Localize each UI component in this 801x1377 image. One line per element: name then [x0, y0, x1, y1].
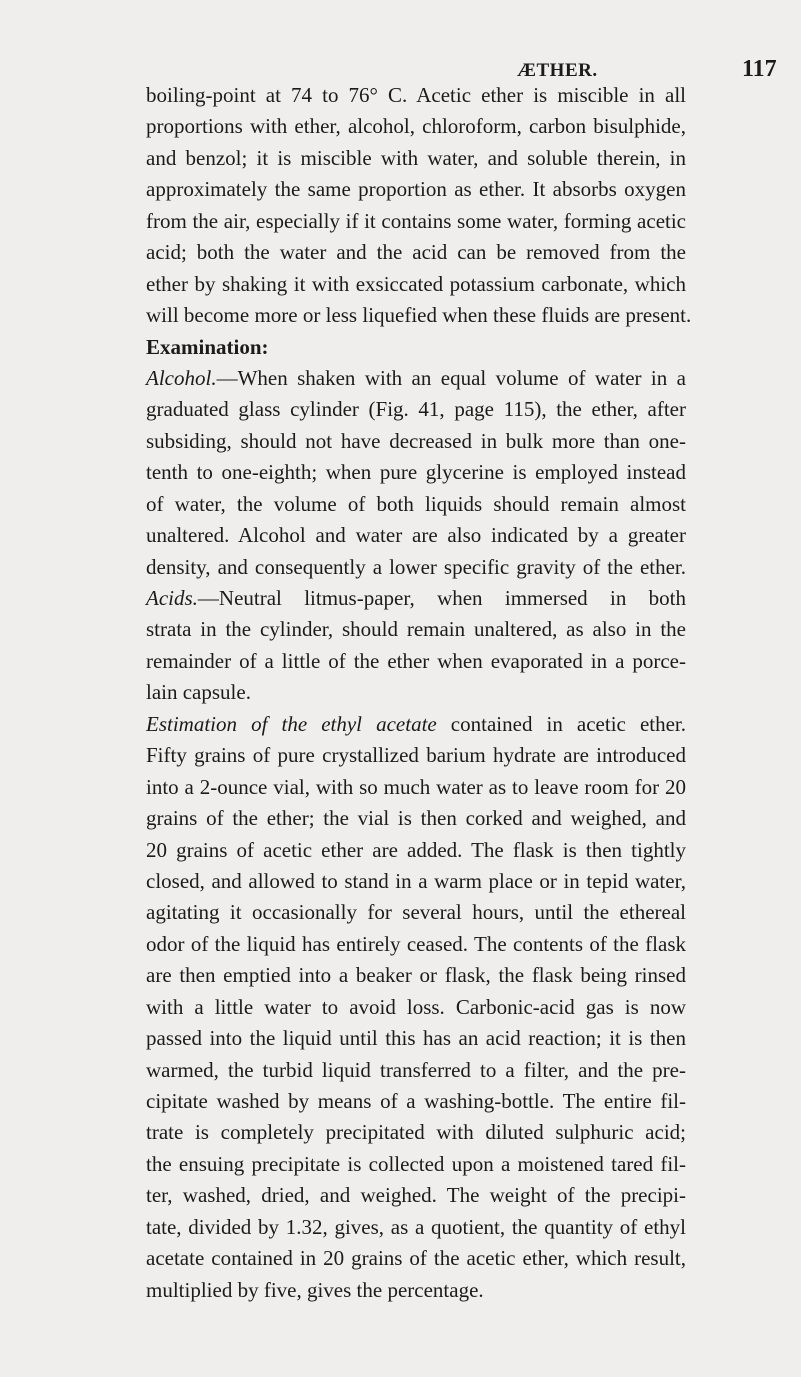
- text-line: ether by shaking it with exsiccated potassium carbonate, which: [146, 271, 686, 296]
- text-line: of water, the volume of both liquids should remain almost: [146, 491, 686, 516]
- text-line: are then emptied into a beaker or flask, the flask being rinsed: [146, 963, 686, 988]
- text-line: odor of the liquid has entirely ceased. The contents of the flask: [146, 931, 686, 956]
- text-line: 20 grains of acetic ether are added. The flask is then tightly: [146, 837, 686, 862]
- text-line: acid; both the water and the acid can be removed from the: [146, 240, 686, 265]
- text-line: ter, washed, dried, and weighed. The weight of the precipi-: [146, 1183, 686, 1208]
- text-line-estimation: [146, 709, 686, 740]
- text-line: from the air, especially if it contains some water, forming acetic: [146, 208, 686, 233]
- text-line: tate, divided by 1.32, gives, as a quotient, the quantity of ethyl: [146, 1214, 686, 1239]
- text-line: proportions with ether, alcohol, chloroform, carbon bisulphide,: [146, 114, 686, 139]
- run-in-heading-estimation: Estimation of the ethyl acetate: [146, 711, 437, 736]
- text-line: subsiding, should not have decreased in bulk more than one-: [146, 428, 686, 453]
- text-line: acetate contained in 20 grains of the acetic ether, which result,: [146, 1246, 686, 1271]
- page-number: 117: [742, 56, 777, 82]
- run-in-heading-alcohol: Alcohol.: [146, 365, 217, 390]
- text-line: remainder of a little of the ether when evaporated in a porce-: [146, 648, 686, 673]
- text-run: —Neutral litmus-paper, when immersed in both: [197, 586, 686, 610]
- text-line: unaltered. Alcohol and water are also indicated by a greater: [146, 523, 686, 548]
- text-line-acids: [146, 583, 686, 614]
- text-line: with a little water to avoid loss. Carbonic-acid gas is now: [146, 994, 686, 1019]
- text-line: warmed, the turbid liquid transferred to a filter, and the pre-: [146, 1057, 686, 1082]
- body-text: [146, 80, 692, 1306]
- text-line: will become more or less liquefied when these fluids are present.: [146, 303, 692, 328]
- text-line: grains of the ether; the vial is then corked and weighed, and: [146, 806, 686, 831]
- running-head: ÆTHER.: [517, 60, 598, 81]
- run-in-heading-acids: Acids.: [146, 586, 198, 610]
- section-heading-examination: Examination:: [146, 334, 269, 359]
- text-line: density, and consequently a lower specific gravity of the ether.: [146, 554, 686, 579]
- text-line: tenth to one-eighth; when pure glycerine is employed instead: [146, 460, 686, 485]
- text-line: passed into the liquid until this has an acid reaction; it is then: [146, 1026, 686, 1051]
- text-line: Fifty grains of pure crystallized barium hydrate are introduced: [146, 743, 686, 768]
- text-run: —When shaken with an equal volume of water in a: [216, 365, 686, 390]
- text-line: lain capsule.: [146, 680, 251, 705]
- text-line: boiling-point at 74 to 76° C. Acetic ether is miscible in all: [146, 83, 686, 107]
- text-line: into a 2-ounce vial, with so much water as to leave room for 20: [146, 774, 686, 799]
- text-line: agitating it occasionally for several hours, until the ethereal: [146, 900, 686, 925]
- text-line-alcohol: [146, 363, 686, 394]
- text-line: multiplied by five, gives the percentage.: [146, 1277, 484, 1302]
- text-line: strata in the cylinder, should remain unaltered, as also in the: [146, 617, 686, 642]
- text-line: cipitate washed by means of a washing-bottle. The entire fil-: [146, 1089, 686, 1113]
- text-line: and benzol; it is miscible with water, and soluble therein, in: [146, 145, 686, 170]
- text-line: graduated glass cylinder (Fig. 41, page 115), the ether, after: [146, 397, 686, 422]
- text-line: the ensuing precipitate is collected upon a moistened tared fil-: [146, 1151, 686, 1176]
- text-run: contained in acetic ether.: [436, 711, 687, 736]
- text-line: closed, and allowed to stand in a warm place or in tepid water,: [146, 868, 686, 893]
- text-line: approximately the same proportion as ether. It absorbs oxygen: [146, 177, 686, 202]
- text-line: trate is completely precipitated with diluted sulphuric acid;: [146, 1120, 686, 1145]
